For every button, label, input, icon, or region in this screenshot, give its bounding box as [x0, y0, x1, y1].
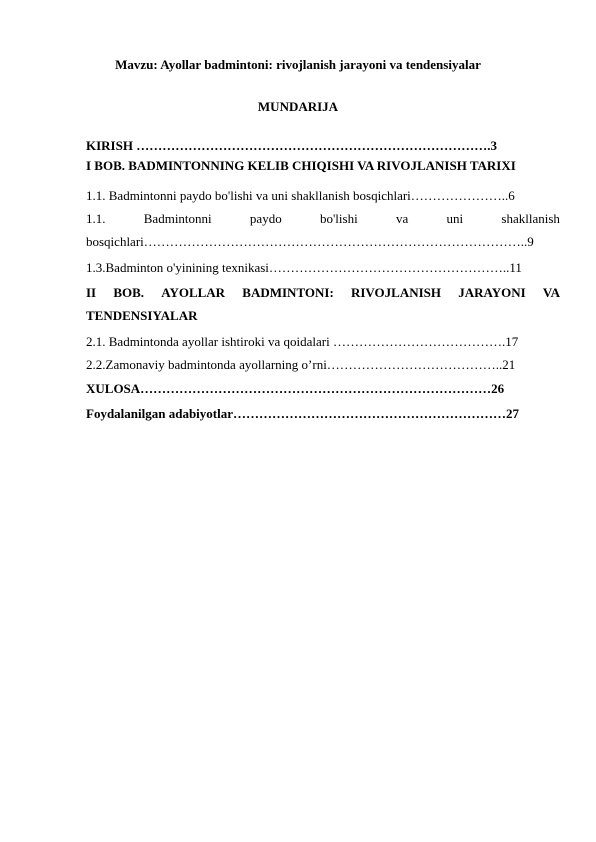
- toc-word: BOB.: [113, 285, 145, 300]
- toc-word: VA: [542, 285, 560, 300]
- toc-entry-2-1: 2.1. Badmintonda ayollar ishtiroki va qoidalari ………………………………….17: [86, 334, 519, 349]
- toc-entry-1-3: 1.3.Badminton o'yinining texnikasi………………………………………………..11: [86, 260, 522, 275]
- contents-heading: MUNDARIJA: [257, 99, 339, 114]
- toc-word: va: [395, 211, 409, 226]
- document-title: Mavzu: Ayollar badmintoni: rivojlanish jarayoni va tendensiyalar: [115, 57, 481, 72]
- toc-word: AYOLLAR: [161, 285, 226, 300]
- toc-chapter-1-title: I BOB. BADMINTONNING KELIB CHIQISHI VA RIVOJLANISH TARIXI: [86, 158, 516, 173]
- toc-chapter-2-title: [86, 284, 560, 302]
- toc-word: 1.1.: [86, 211, 106, 226]
- toc-word: paydo: [249, 211, 282, 226]
- toc-word: JARAYONI: [458, 285, 526, 300]
- toc-entry-kirish: KIRISH ……………………………………………………………………….3: [86, 138, 497, 153]
- toc-word: bo'lishi: [319, 211, 358, 226]
- toc-entry-1-1-a: 1.1. Badmintonni paydo bo'lishi va uni shakllanish bosqichlari…………………..6: [86, 188, 515, 203]
- toc-entry-adabiyotlar: Foydalanilgan adabiyotlar………………………………………………………27: [86, 406, 519, 421]
- toc-entry-1-1-b: [86, 210, 560, 228]
- toc-entry-1-1-b-continued: bosqichlari……………………………………………………………………………..9: [86, 234, 534, 249]
- toc-word: shakllanish: [501, 211, 560, 226]
- toc-word: RIVOJLANISH: [350, 285, 442, 300]
- toc-word: BADMINTONI:: [242, 285, 334, 300]
- toc-entry-2-2: 2.2.Zamonaviy badmintonda ayollarning o’rni…………………………………..21: [86, 357, 516, 372]
- toc-word: II: [86, 285, 97, 300]
- toc-chapter-2-title-continued: TENDENSIYALAR: [86, 308, 198, 323]
- toc-entry-xulosa: XULOSA………………………………………………………………………26: [86, 381, 505, 396]
- toc-word: Badmintonni: [143, 211, 212, 226]
- toc-word: uni: [446, 211, 464, 226]
